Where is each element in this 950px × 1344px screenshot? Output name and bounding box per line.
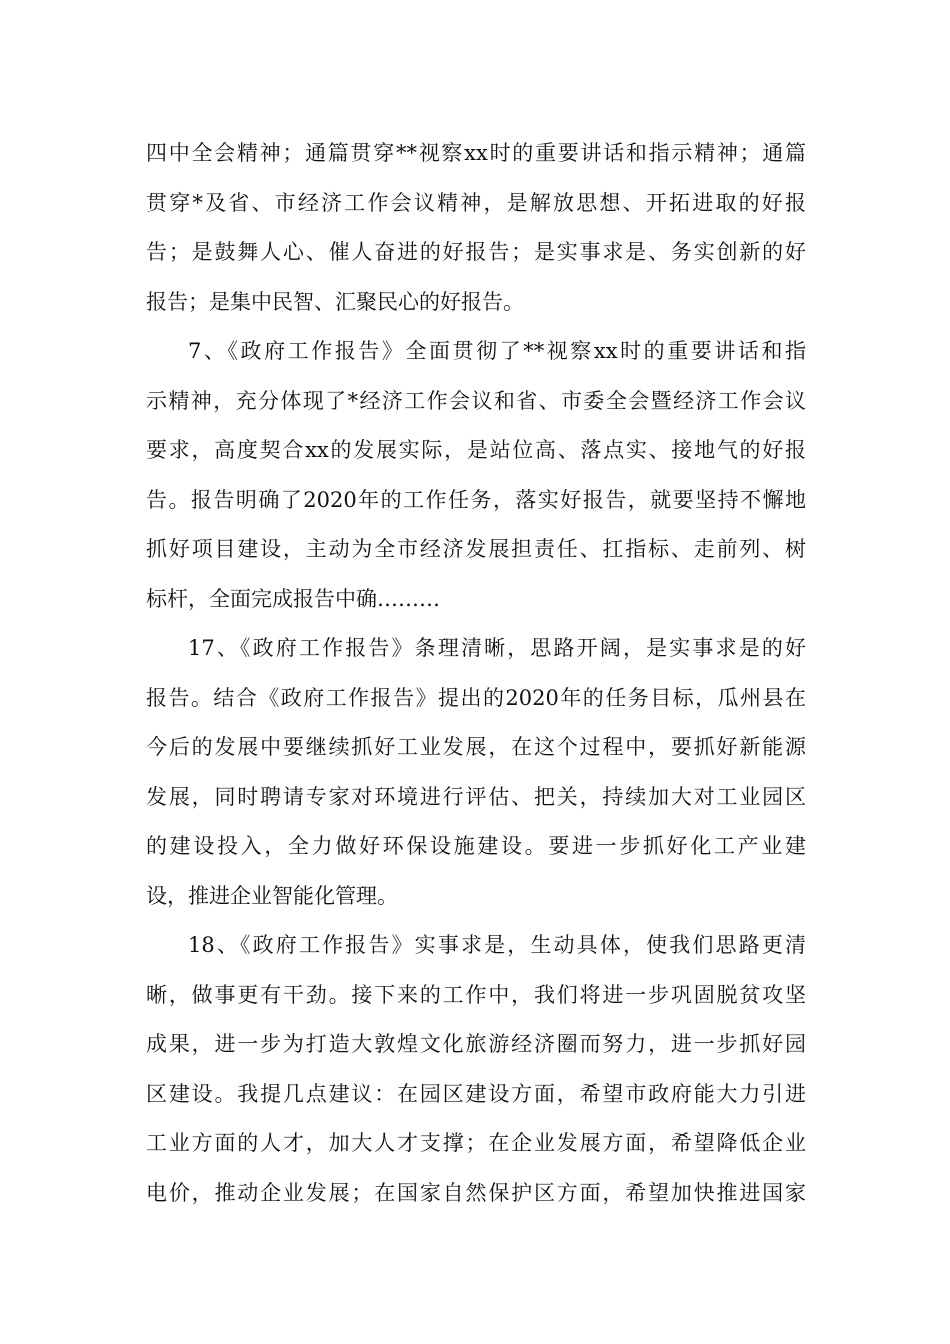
- text-line: 发展，同时聘请专家对环境进行评估、把关，持续加大对工业园区: [146, 784, 806, 809]
- text-line: 工业方面的人才，加大人才支撑；在企业发展方面，希望降低企业: [146, 1131, 806, 1155]
- text-line: 告；是鼓舞人心、催人奋进的好报告；是实事求是、务实创新的好: [146, 240, 806, 264]
- text-line: 抓好项目建设，主动为全市经济发展担责任、扛指标、走前列、树: [146, 537, 806, 561]
- paragraph-first-line: 18、《政府工作报告》实事求是，生动具体，使我们思路更清: [188, 933, 806, 957]
- paragraph-first-line: 7、《政府工作报告》全面贯彻了**视察xx时的重要讲话和指: [188, 339, 806, 363]
- paragraph-first-line: 17、《政府工作报告》条理清晰，思路开阔，是实事求是的好: [188, 636, 806, 660]
- text-line: 要求，高度契合xx的发展实际，是站位高、落点实、接地气的好报: [146, 438, 806, 462]
- text-line: 电价，推动企业发展；在国家自然保护区方面，希望加快推进国家: [146, 1180, 806, 1205]
- text-line: 标杆，全面完成报告中确………: [146, 586, 440, 611]
- text-line: 告。报告明确了2020年的工作任务，落实好报告，就要坚持不懈地: [146, 487, 806, 512]
- text-line: 的建设投入，全力做好环保设施建设。要进一步抓好化工产业建: [146, 834, 806, 858]
- document-body: [146, 129, 806, 1218]
- text-line: 设，推进企业智能化管理。: [146, 883, 398, 908]
- text-line: 成果，进一步为打造大敦煌文化旅游经济圈而努力，进一步抓好园: [146, 1032, 806, 1056]
- text-line: 今后的发展中要继续抓好工业发展，在这个过程中，要抓好新能源: [146, 735, 806, 759]
- text-line: 示精神，充分体现了*经济工作会议和省、市委全会暨经济工作会议: [146, 388, 806, 413]
- text-line: 四中全会精神；通篇贯穿**视察xx时的重要讲话和指示精神；通篇: [146, 141, 806, 165]
- text-line: 报告；是集中民智、汇聚民心的好报告。: [146, 289, 524, 314]
- text-line: 贯穿*及省、市经济工作会议精神，是解放思想、开拓进取的好报: [146, 190, 806, 215]
- text-line: 报告。结合《政府工作报告》提出的2020年的任务目标，瓜州县在: [146, 685, 806, 710]
- text-line: 晰，做事更有干劲。接下来的工作中，我们将进一步巩固脱贫攻坚: [146, 982, 806, 1007]
- text-line: 区建设。我提几点建议：在园区建设方面，希望市政府能大力引进: [146, 1081, 806, 1106]
